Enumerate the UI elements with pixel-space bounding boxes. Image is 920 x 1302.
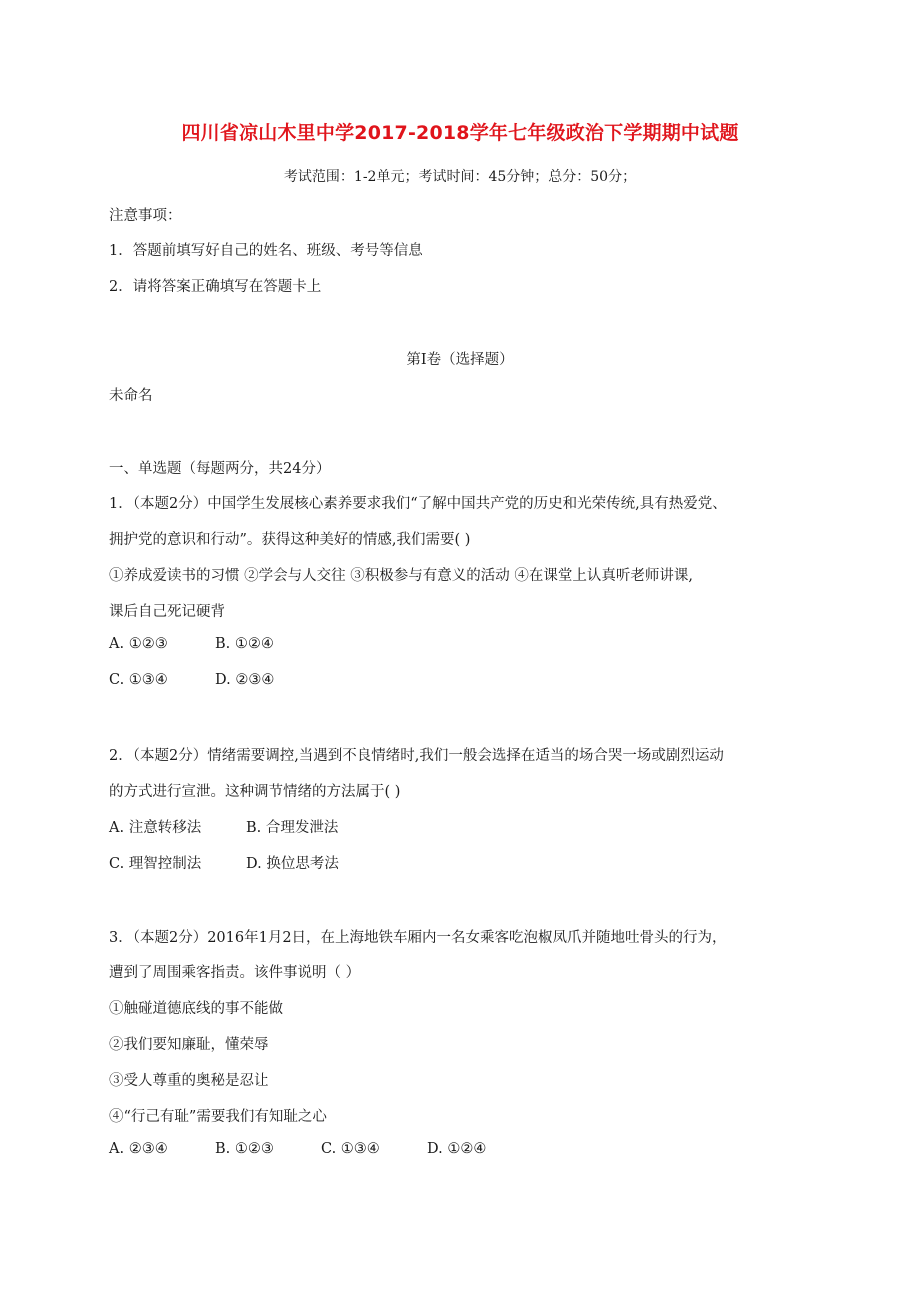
exam-title: 四川省凉山木里中学2017-2018学年七年级政治下学期期中试题 <box>181 122 739 144</box>
note-item: 1．答题前填写好自己的姓名、班级、考号等信息 <box>109 243 423 259</box>
question-2-options <box>109 816 338 837</box>
option-a: A. ①②③ <box>109 636 168 652</box>
question-1-options <box>109 672 274 688</box>
question-3-stem: 3．（本题2分）2016年1月2日，在上海地铁车厢内一名女乘客吃泡椒凤爪并随地吐骨头的行为， <box>109 930 727 946</box>
question-3-options <box>109 1141 486 1157</box>
option-c: C. ①③④ <box>109 672 168 688</box>
option-b: B. ①②③ <box>215 1141 274 1157</box>
option-d: D. 换位思考法 <box>246 856 339 872</box>
question-1-options <box>109 636 274 652</box>
question-2-stem: 2．（本题2分）情绪需要调控,当遇到不良情绪时,我们一般会选择在适当的场合哭一场或剧烈运动 <box>109 748 724 764</box>
option-b: B. 合理发泄法 <box>246 820 339 836</box>
question-3-stem: ④“行己有耻”需要我们有知耻之心 <box>109 1109 327 1125</box>
option-d: D. ②③④ <box>215 672 275 688</box>
question-3-stem: 遭到了周围乘客指责。该件事说明（ ） <box>109 965 361 981</box>
question-1-stem: 1．（本题2分）中国学生发展核心素养要求我们“了解中国共产党的历史和光荣传统,具有热爱党、 <box>109 496 727 512</box>
part-title: 第I卷（选择题） <box>406 352 514 368</box>
question-1-stem: 课后自己死记硬背 <box>109 604 225 620</box>
exam-meta: 考试范围：1-2单元；考试时间：45分钟；总分：50分； <box>283 169 637 185</box>
question-2-options <box>109 852 339 873</box>
question-3-stem: ②我们要知廉耻，懂荣辱 <box>109 1037 269 1053</box>
section-heading: 一、单选题（每题两分，共24分） <box>109 461 331 477</box>
question-2-stem: 的方式进行宣泄。这种调节情绪的方法属于( ) <box>109 784 401 800</box>
question-1-stem: ①养成爱读书的习惯 ②学会与人交往 ③积极参与有意义的活动 ④在课堂上认真听老师讲课, <box>109 568 693 584</box>
notes-heading: 注意事项： <box>109 208 182 224</box>
question-3-stem: ①触碰道德底线的事不能做 <box>109 1001 283 1017</box>
unnamed-label: 未命名 <box>109 388 153 404</box>
question-1-stem: 拥护党的意识和行动”。获得这种美好的情感,我们需要( ) <box>109 532 471 548</box>
option-d: D. ①②④ <box>427 1141 487 1157</box>
option-c: C. ①③④ <box>321 1141 380 1157</box>
question-3-stem: ③受人尊重的奥秘是忍让 <box>109 1073 269 1089</box>
option-c: C. 理智控制法 <box>109 856 202 872</box>
note-item: 2．请将答案正确填写在答题卡上 <box>109 279 322 295</box>
option-a: A. 注意转移法 <box>109 820 202 836</box>
option-b: B. ①②④ <box>215 636 274 652</box>
option-a: A. ②③④ <box>109 1141 168 1157</box>
